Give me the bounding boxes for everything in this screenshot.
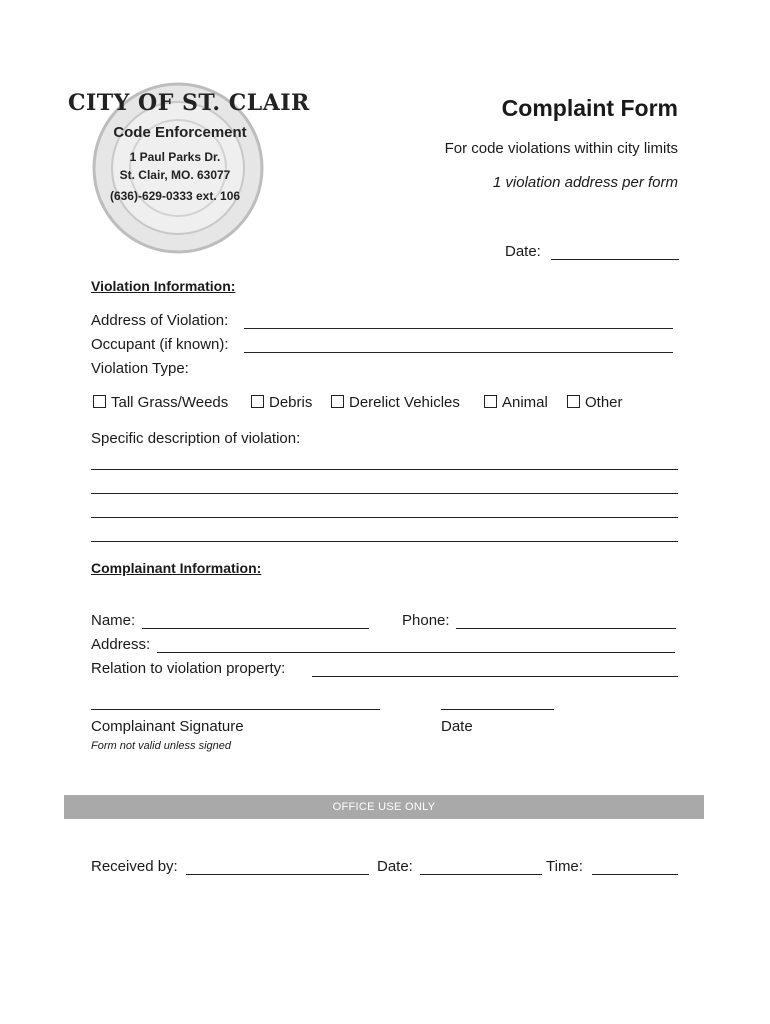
complainant-phone-field[interactable] <box>456 628 676 629</box>
complainant-address-label: Address: <box>91 636 151 653</box>
received-by-field[interactable] <box>186 874 369 875</box>
checkbox-icon <box>251 395 264 408</box>
checkbox-label: Animal <box>502 394 548 411</box>
checkbox-icon <box>93 395 106 408</box>
checkbox-icon <box>484 395 497 408</box>
description-line[interactable] <box>91 469 678 470</box>
relation-field[interactable] <box>312 676 678 677</box>
logo-address-line1: 1 Paul Parks Dr. <box>129 150 221 164</box>
checkbox-icon <box>331 395 344 408</box>
checkbox-label: Debris <box>269 394 313 411</box>
description-label: Specific description of violation: <box>91 430 301 447</box>
office-date-label: Date: <box>377 858 413 875</box>
complainant-name-field[interactable] <box>142 628 369 629</box>
occupant-field[interactable] <box>244 352 673 353</box>
checkbox-debris[interactable] <box>251 394 312 412</box>
checkbox-derelict-vehicles[interactable] <box>331 394 460 412</box>
logo-department: Code Enforcement <box>113 124 247 141</box>
received-by-label: Received by: <box>91 858 178 875</box>
description-line[interactable] <box>91 517 678 518</box>
office-date-field[interactable] <box>420 874 542 875</box>
form-note: 1 violation address per form <box>492 174 678 191</box>
violation-address-label: Address of Violation: <box>91 312 229 329</box>
checkbox-tall-grass[interactable] <box>93 394 228 412</box>
description-line[interactable] <box>91 541 678 542</box>
complainant-address-field[interactable] <box>157 652 675 653</box>
logo-phone: (636)-629-0333 ext. 106 <box>109 189 241 203</box>
violation-type-label: Violation Type: <box>91 360 189 377</box>
office-time-label: Time: <box>546 858 583 875</box>
violation-address-field[interactable] <box>244 328 673 329</box>
checkbox-label: Tall Grass/Weeds <box>111 394 229 411</box>
checkbox-other[interactable] <box>567 394 623 412</box>
occupant-label: Occupant (if known): <box>91 336 229 353</box>
checkbox-label: Derelict Vehicles <box>349 394 460 411</box>
complainant-heading: Complainant Information: <box>91 560 262 576</box>
form-subtitle: For code violations within city limits <box>444 140 678 157</box>
signature-note: Form not valid unless signed <box>91 740 232 752</box>
checkbox-label: Other <box>585 394 623 411</box>
header-date-field[interactable] <box>551 259 679 260</box>
signature-date-line[interactable] <box>441 709 554 710</box>
violation-heading: Violation Information: <box>91 278 236 294</box>
office-time-field[interactable] <box>592 874 678 875</box>
logo-address-line2: St. Clair, MO. 63077 <box>119 168 231 182</box>
complainant-name-label: Name: <box>91 612 136 629</box>
form-title: Complaint Form <box>501 95 678 121</box>
office-use-bar: OFFICE USE ONLY <box>64 795 704 819</box>
checkbox-icon <box>567 395 580 408</box>
signature-date-label: Date <box>441 718 473 735</box>
header-date-label: Date: <box>505 243 541 260</box>
complainant-phone-label: Phone: <box>402 612 450 629</box>
relation-label: Relation to violation property: <box>91 660 286 677</box>
logo-city-name: CITY OF ST. CLAIR <box>68 90 310 116</box>
description-line[interactable] <box>91 493 678 494</box>
checkbox-animal[interactable] <box>484 394 548 412</box>
signature-line[interactable] <box>91 709 380 710</box>
signature-label: Complainant Signature <box>91 718 244 735</box>
